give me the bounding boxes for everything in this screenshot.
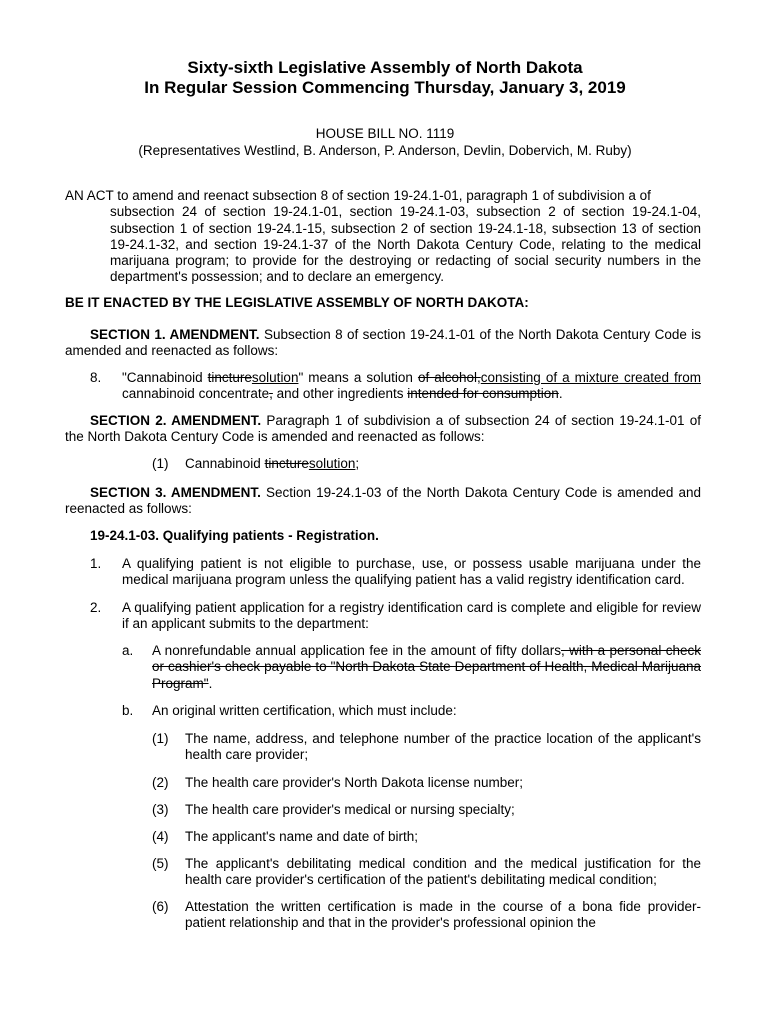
text-run: ; [355,456,360,471]
assembly-title: Sixty-sixth Legislative Assembly of North Dakota [187,58,583,77]
paragraph-6-number: (6) [152,899,169,914]
inserted-text: solution [308,456,356,471]
paragraph-4-text: The applicant's name and date of birth; [185,829,418,844]
subdivision-b-number: b. [122,703,134,718]
session-title: In Regular Session Commencing Thursday, January 3, 2019 [144,78,626,97]
paragraph-3-number: (3) [152,802,169,817]
section-3-subheading: 19-24.1-03. Qualifying patients - Registration. [90,528,379,543]
text-run: "Cannabinoid [122,370,208,385]
subdivision-b-text: An original written certification, which must include: [152,703,457,718]
text-run: " means a solution [298,370,418,385]
deleted-text: of alcohol, [417,370,481,385]
section-2-text: Paragraph 1 of subdivision a of subsection 24 of section 19-24.1-01 of the North Dakota Century Code is amended and reenacted as follows: [65,413,701,445]
text-run: Cannabinoid [185,456,265,471]
paragraph-3-text: The health care provider's medical or nursing specialty; [185,802,515,817]
subsection-1-number: 1. [90,556,102,571]
deleted-text: , [269,386,273,402]
subsection-2-text: A qualifying patient application for a registry identification card is complete and eligible for review if an applicant submits to the department: [122,600,701,632]
section-2-item-number: (1) [152,456,169,471]
deleted-text: tincture [264,456,309,471]
paragraph-2-number: (2) [152,775,169,790]
paragraph-1-number: (1) [152,731,169,746]
enacting-clause: BE IT ENACTED BY THE LEGISLATIVE ASSEMBLY OF NORTH DAKOTA: [65,295,529,310]
text-run: cannabinoid concentrate [122,386,270,402]
section-2-heading: SECTION 2. AMENDMENT. [90,413,262,428]
inserted-text: consisting of a mixture created from [480,370,701,385]
paragraph-2-text: The health care provider's North Dakota license number; [185,775,523,790]
inserted-text: solution [251,370,299,385]
paragraph-5-number: (5) [152,856,169,871]
bill-sponsors: (Representatives Westlind, B. Anderson, P. Anderson, Devlin, Dobervich, M. Ruby) [138,143,632,158]
section-1-item-number: 8. [90,370,102,385]
section-1-intro [65,327,701,360]
section-2-item-text [185,456,701,472]
act-first-line: AN ACT to amend and reenact subsection 8 of section 19-24.1-01, paragraph 1 of subdivision a of [65,188,651,203]
deleted-text: , with a personal check or cashier's check payable to "North Dakota State Department of Health, Medical Marijuana Program" [152,643,702,691]
paragraph-1-text: The name, address, and telephone number of the practice location of the applicant's health care provider; [185,731,701,763]
deleted-text: tincture [207,370,252,385]
section-3-heading: SECTION 3. AMENDMENT. [90,485,261,500]
section-1-item-text [122,370,701,403]
text-run: . [208,675,213,691]
subdivision-a-text [152,643,701,692]
text-run: A nonrefundable annual application fee in the amount of fifty dollars [152,643,561,658]
section-2-intro [65,413,701,446]
paragraph-5-text: The applicant's debilitating medical condition and the medical justification for the health care provider's certification of the patient's debilitating medical condition; [185,856,701,888]
subsection-2-number: 2. [90,600,102,615]
paragraph-4-number: (4) [152,829,169,844]
text-run: . [558,386,563,402]
section-3-intro [65,485,701,518]
section-1-text: Subsection 8 of section 19-24.1-01 of the North Dakota Century Code is amended and reenacted as follows: [65,327,701,359]
paragraph-6-text: Attestation the written certification is made in the course of a bona fide provider-patient relationship and that in the provider's professional opinion the [185,899,701,931]
section-1-heading: SECTION 1. AMENDMENT. [90,327,260,342]
bill-number: HOUSE BILL NO. 1119 [315,126,455,141]
deleted-text: intended for consumption [407,386,559,402]
subdivision-a-number: a. [122,643,134,658]
subsection-1-text: A qualifying patient is not eligible to purchase, use, or possess usable marijuana under the medical marijuana program unless the qualifying patient has a valid registry identification card. [122,556,701,588]
section-3-text: Section 19-24.1-03 of the North Dakota Century Code is amended and reenacted as follows: [65,485,701,517]
text-run: and other ingredients [272,386,408,402]
act-body: subsection 24 of section 19-24.1-01, section 19-24.1-03, subsection 2 of section 19-24.1-04, subsection 1 of section 19-24.1-15, subsection 2 of section 19-24.1-18, subsection 13 of section 19-24.1-32, and section 19-24.1-37 of the North Dakota Century Code, relating to the medical marijuana program; to provide for the destroying or redacting of social security numbers in the department's possession; and to declare an emergency. [110,204,701,285]
